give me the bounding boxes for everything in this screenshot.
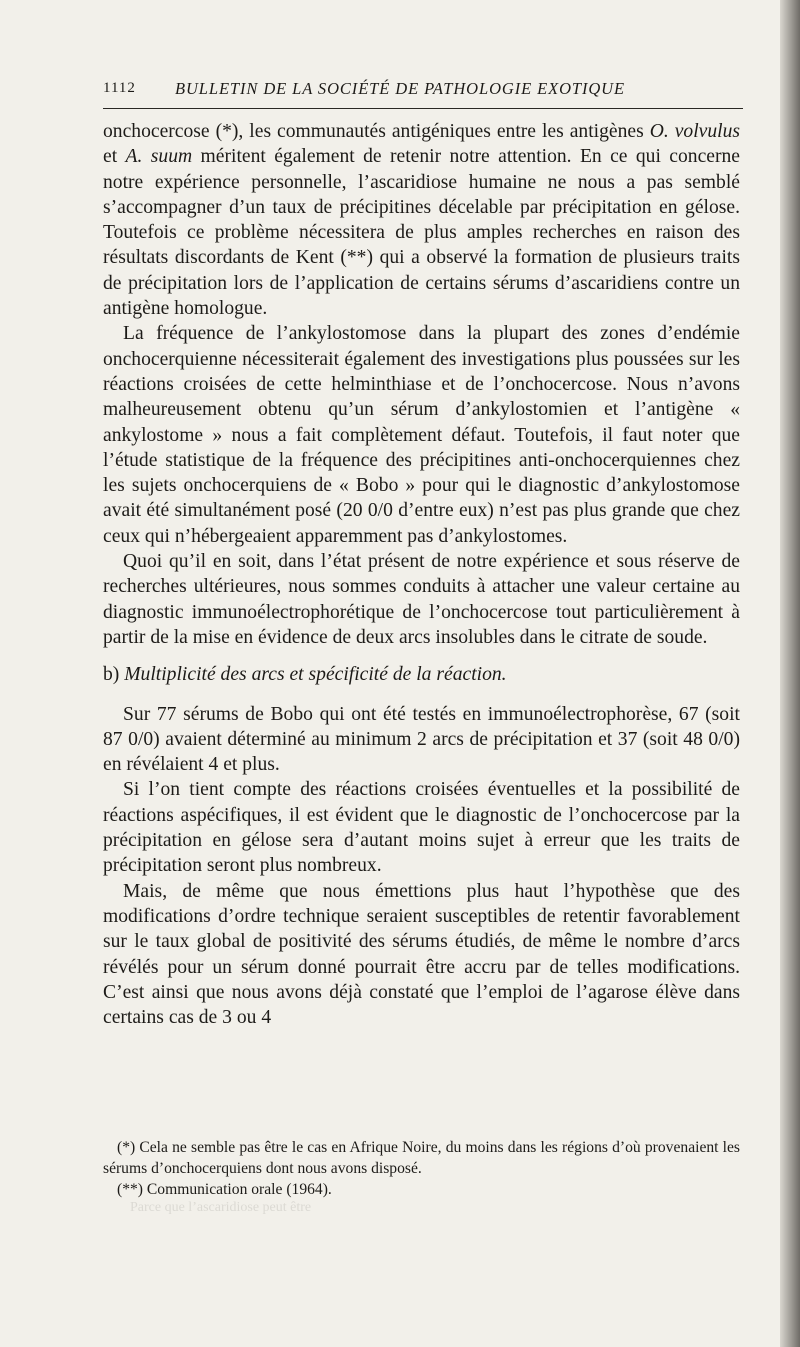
paragraph-1-part-c: méritent également de retenir notre attention. En ce qui concerne notre expérience personnelle, l’ascaridiose humaine ne nous a pas semblé s’accompagner d’un taux de précipitines décelable par précipitation en gélose. Toutefois ce problème nécessitera de plus amples recherches en raison des résultats discordants de Kent (**) qui a observé la formation de plusieurs traits de précipitation lors de l’application de certains sérums d’ascaridiens contre un antigène homologue.	[103, 146, 741, 320]
footnote-1: (*) Cela ne semble pas être le cas en Afrique Noire, du moins dans les régions d’où provenaient les sérums d’onchocerquiens dont nous avons disposé.	[103, 1139, 740, 1177]
paragraph-1-part-a: onchocercose (*), les communautés antigéniques entre les antigènes	[103, 121, 650, 142]
header-rule	[103, 108, 743, 109]
page-number: 1112	[103, 80, 136, 96]
paragraph-4: Sur 77 sérums de Bobo qui ont été testés en immunoélectrophorèse, 67 (soit 87 0/0) avaient déterminé au minimum 2 arcs de précipitation et 37 (soit 48 0/0) en révélaient 4 et plus.	[103, 703, 740, 776]
species-name-volvulus: O. volvulus	[649, 121, 741, 142]
paragraph-3: Quoi qu’il en soit, dans l’état présent de notre expérience et sous réserve de recherches ultérieures, nous sommes conduits à attacher une valeur certaine au diagnostic immunoélectrophorétique de l’onchocercose tout particulièrement à partir de la mise en évidence de deux arcs insolubles dans le citrate de soude.	[103, 551, 740, 648]
section-heading-b	[103, 662, 740, 687]
paragraph-1-part-b: et	[103, 146, 126, 168]
section-heading-title: Multiplicité des arcs et spécificité de la réaction.	[124, 664, 507, 686]
species-name-suum: A. suum	[125, 146, 193, 168]
running-title: BULLETIN DE LA SOCIÉTÉ DE PATHOLOGIE EXOTIQUE	[175, 79, 625, 98]
page-header	[103, 80, 743, 104]
paragraph-2: La fréquence de l’ankylostomose dans la plupart des zones d’endémie onchocerquienne nécessiterait également des investigations plus poussées sur les réactions croisées de cette helminthiase et de l’onchocercose. Nous n’avons malheureusement obtenu qu’un sérum d’ankylostomien et l’antigène « ankylostome » nous a fait complètement défaut. Toutefois, il faut noter que l’étude statistique de la fréquence des précipitines anti-onchocerquiennes chez les sujets onchocerquiens de « Bobo » pour qui le diagnostic d’ankylostomose avait été simultanément posé (20 0/0 d’entre eux) n’est pas plus grande que chez ceux qui n’hébergeaient apparemment pas d’ankylostomes.	[103, 323, 740, 547]
paragraph-6: Mais, de même que nous émettions plus haut l’hypothèse que des modifications d’ordre technique seraient susceptibles de retentir favorablement sur le taux global de positivité des sérums étudiés, de même le nombre d’arcs révélés pour un sérum donné pourrait être accru par de telles modifications. C’est ainsi que nous avons déjà constaté que l’emploi de l’agarose élève dans certains cas de 3 ou 4	[103, 880, 740, 1029]
section-heading-label: b)	[103, 664, 125, 686]
paragraph-1	[103, 119, 740, 321]
bleed-through-text: Parce que l’ascaridiose peut être	[130, 1200, 312, 1215]
paragraph-5: Si l’on tient compte des réactions croisées éventuelles et la possibilité de réactions aspécifiques, il est évident que le diagnostic de l’onchocercose par la précipitation en gélose sera d’autant moins sujet à erreur que les traits de précipitation seront plus nombreux.	[103, 779, 740, 877]
article-body	[103, 119, 740, 1030]
footnotes	[103, 1137, 740, 1200]
page-edge-shadow	[780, 0, 800, 1347]
footnote-2: (**) Communication orale (1964).	[117, 1181, 332, 1198]
